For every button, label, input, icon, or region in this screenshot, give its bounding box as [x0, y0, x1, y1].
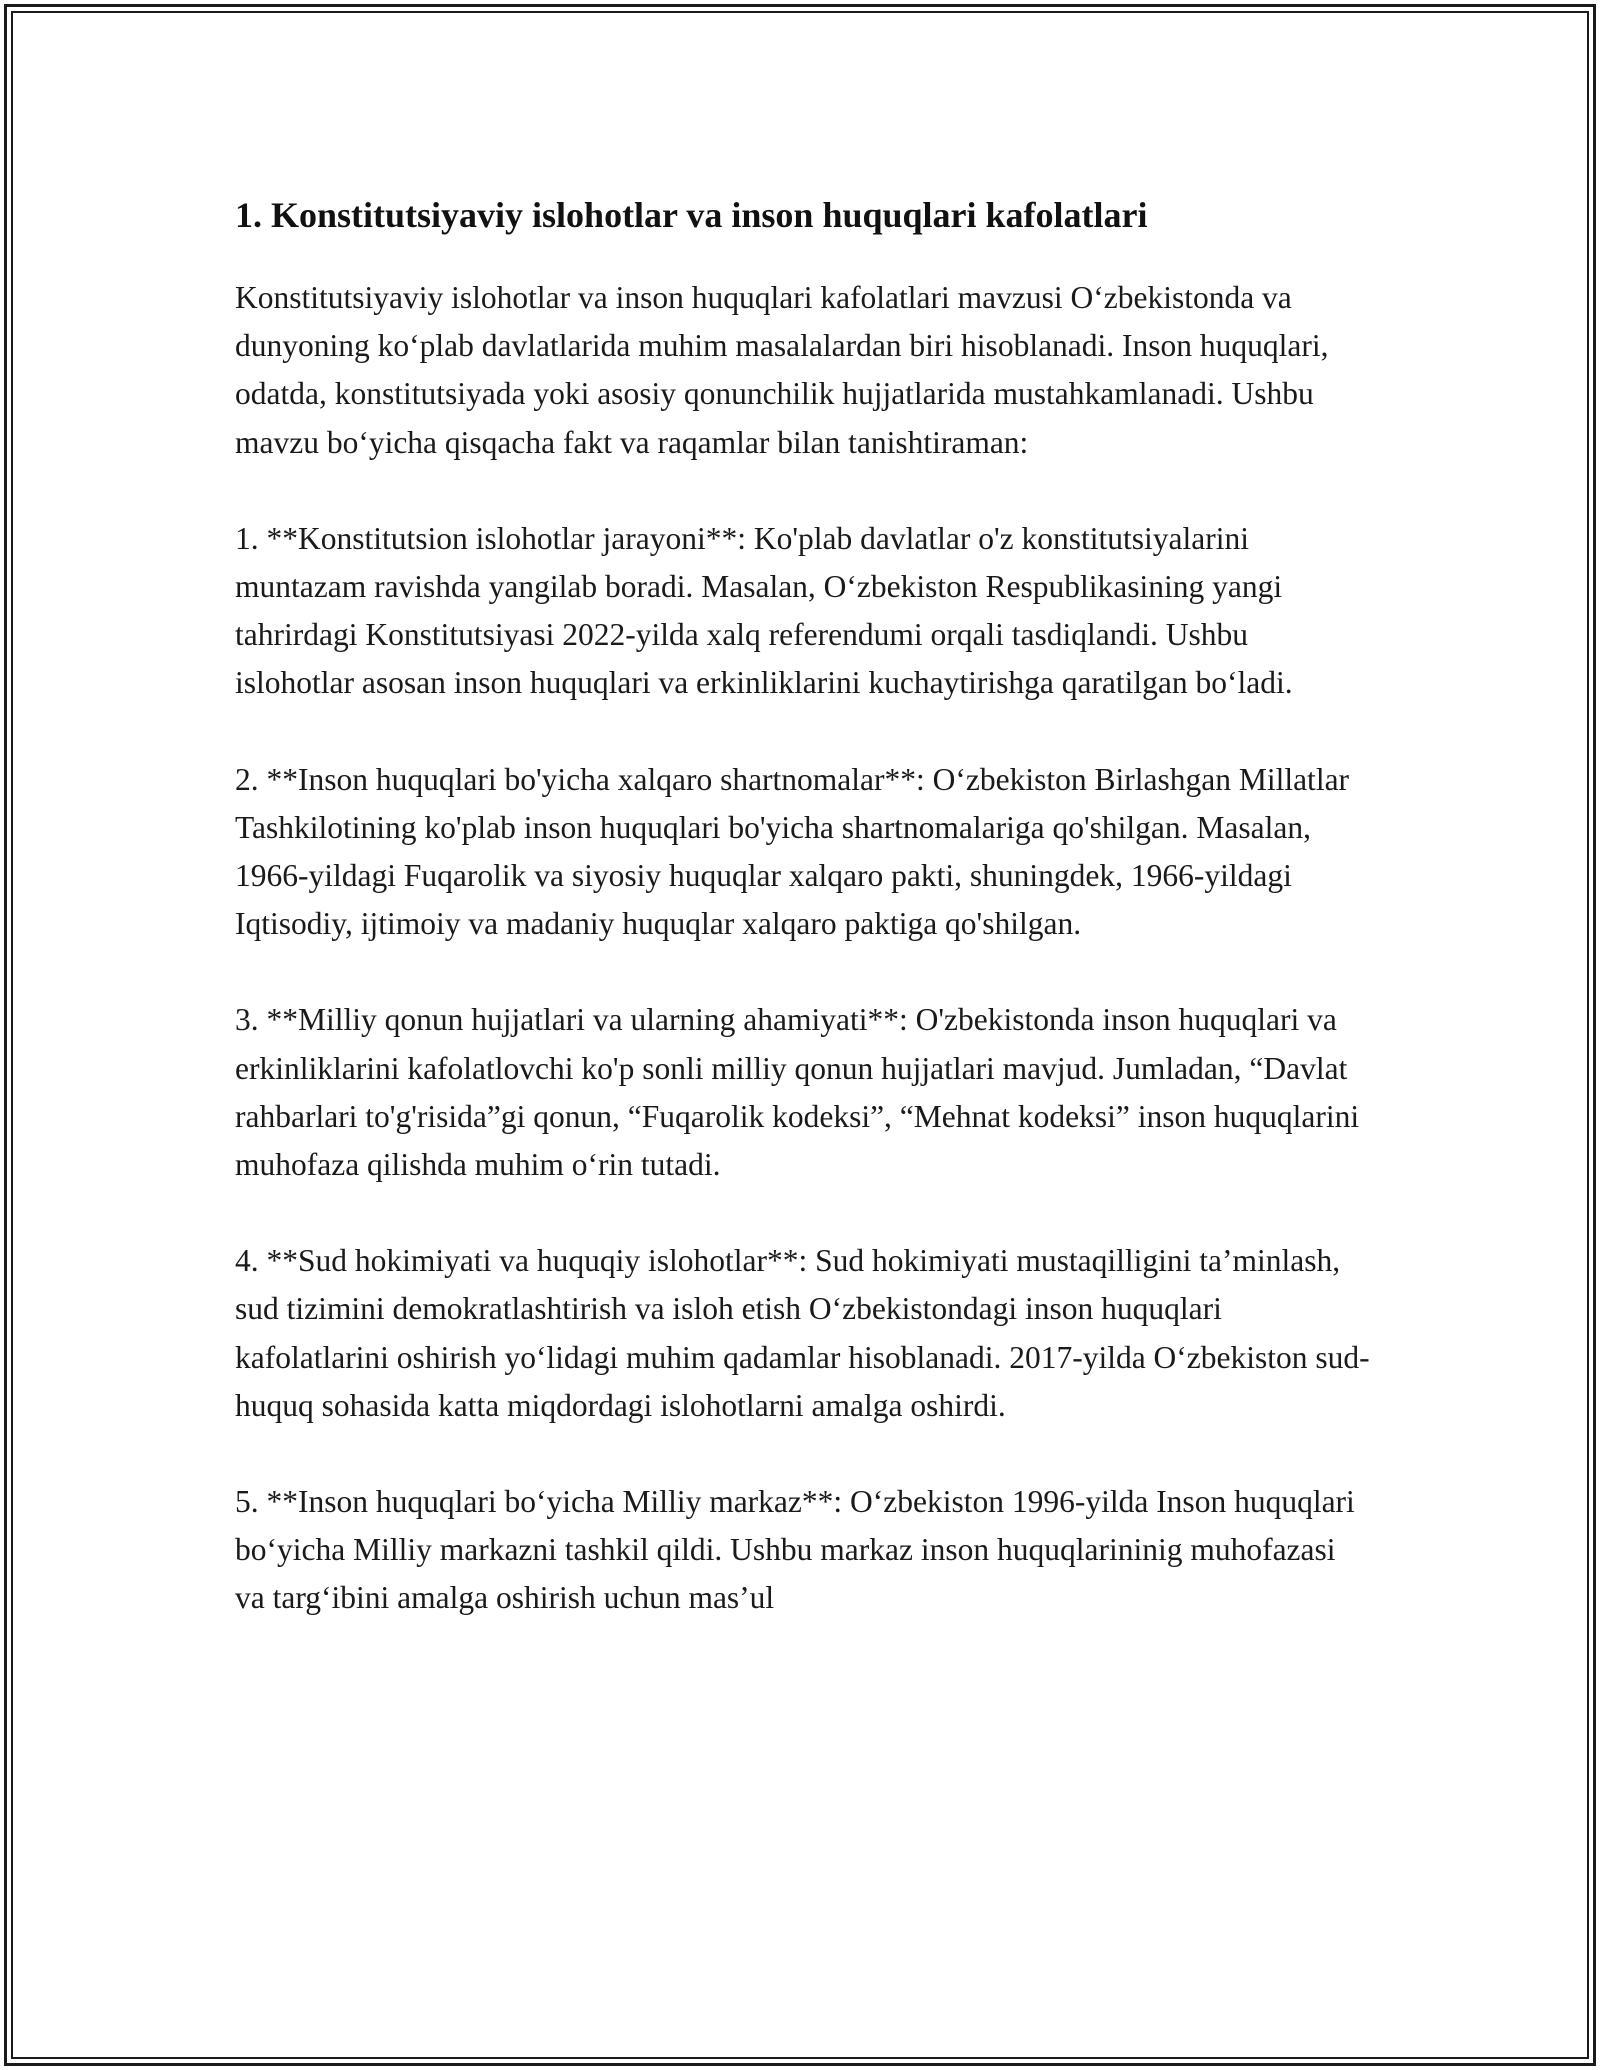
intro-paragraph: Konstitutsiyaviy islohotlar va inson huquqlari kafolatlari mavzusi Oʻzbekistonda va dunyoning koʻplab davlatlarida muhim masalalardan biri hisoblanadi. Inson huquqlari, odatda, konstitutsiyada yoki asosiy qonunchilik hujjatlarida mustahkamlanadi. Ushbu mavzu boʻyicha qisqacha fakt va raqamlar bilan tanishtiraman:	[235, 280, 1329, 460]
list-item-national-legislation: 3. **Milliy qonun hujjatlari va ularning ahamiyati**: O'zbekistonda inson huquqlari va erkinliklarini kafolatlovchi ko'p sonli milliy qonun hujjatlari mavjud. Jumladan, “Davlat rahbarlari to'g'risida”gi qonun, “Fuqarolik kodeksi”, “Mehnat kodeksi” inson huquqlarini muhofaza qilishda muhim oʻrin tutadi.	[235, 1002, 1360, 1183]
document-title: 1. Konstitutsiyaviy islohotlar va inson huquqlari kafolatlari	[235, 195, 1148, 235]
list-item-judicial-reforms: 4. **Sud hokimiyati va huquqiy islohotlar**: Sud hokimiyati mustaqilligini taʼminlash, sud tizimini demokratlashtirish va isloh etish Oʻzbekistondagi inson huquqlari kafolatlarini oshirish yoʻlidagi muhim qadamlar hisoblanadi. 2017-yilda Oʻzbekiston sud-huquq sohasida katta miqdordagi islohotlarni amalga oshirdi.	[235, 1243, 1370, 1423]
list-item-constitutional-reforms: 1. **Konstitutsion islohotlar jarayoni**: Ko'plab davlatlar o'z konstitutsiyalarini muntazam ravishda yangilab boradi. Masalan, Oʻzbekiston Respublikasining yangi tahrirdagi Konstitutsiyasi 2022-yilda xalq referendumi orqali tasdiqlandi. Ushbu islohotlar asosan inson huquqlari va erkinliklarini kuchaytirishga qaratilgan boʻladi.	[235, 520, 1293, 701]
list-item-national-centre: 5. **Inson huquqlari boʻyicha Milliy markaz**: Oʻzbekiston 1996-yilda Inson huquqlari boʻyicha Milliy markazni tashkil qildi. Ushbu markaz inson huquqlarininig muhofazasi va targʻibini amalga oshirish uchun masʼul	[235, 1484, 1355, 1616]
list-item-international-treaties: 2. **Inson huquqlari bo'yicha xalqaro shartnomalar**: Oʻzbekiston Birlashgan Millatlar Tashkilotining ko'plab inson huquqlari bo'yicha shartnomalariga qo'shilgan. Masalan, 1966-yildagi Fuqarolik va siyosiy huquqlar xalqaro pakti, shuningdek, 1966-yildagi Iqtisodiy, ijtimoiy va madaniy huquqlar xalqaro paktiga qo'shilgan.	[235, 761, 1350, 942]
document-body	[235, 186, 1370, 1671]
